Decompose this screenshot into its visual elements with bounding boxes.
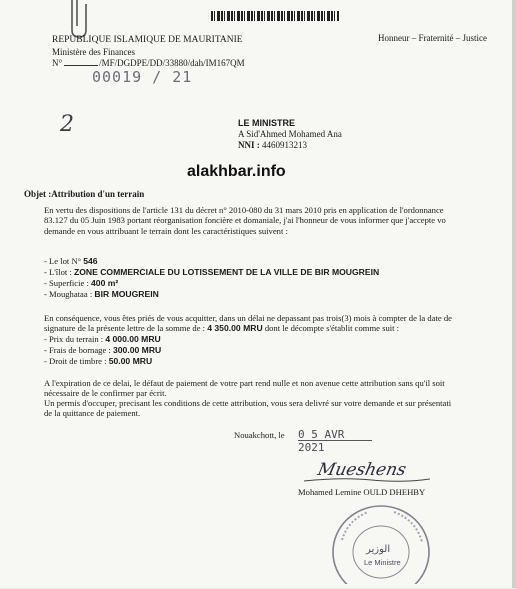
signature-stroke bbox=[302, 476, 432, 484]
handwritten-mark: 2 bbox=[60, 112, 74, 137]
paper-clip-icon bbox=[66, 0, 96, 40]
barcode bbox=[211, 11, 339, 21]
lot-number: - Le lot N° 546 bbox=[44, 256, 98, 266]
handwritten-signature: Mueshens bbox=[315, 460, 408, 480]
prix-terrain: - Prix du terrain : 4 000.00 MRU bbox=[44, 334, 161, 344]
ministry-name: Ministère des Finances bbox=[52, 47, 135, 57]
ilot: - L'îlot : ZONE COMMERCIALE DU LOTISSEMENT DE LA VILLE DE BIR MOUGREIN bbox=[44, 267, 380, 277]
national-motto: Honneur – Fraternité – Justice bbox=[378, 33, 487, 43]
date-stamp: 0 5 AVR 2021 bbox=[298, 428, 372, 441]
official-seal bbox=[328, 500, 434, 584]
republic-heading: REPUBLIQUE ISLAMIQUE DE MAURITANIE bbox=[52, 35, 243, 45]
recipient-title: LE MINISTRE bbox=[238, 118, 296, 128]
intro-line-2: 83.127 du 05 Juin 1983 portant réorganisation foncière et domaniale, j'ai l'honneur de vous informer que j'accepte vo bbox=[44, 215, 446, 225]
closing-line-4: de la quittance de paiement. bbox=[44, 408, 141, 418]
registration-stamp-number: 00019 / 21 bbox=[92, 68, 193, 86]
frais-bornage: - Frais de bornage : 300.00 MRU bbox=[44, 345, 162, 355]
ref-rest: /MF/DGDPE/DD/33880/dah/IM167QM bbox=[99, 58, 245, 68]
droit-timbre: - Droit de timbre : 50.00 MRU bbox=[44, 356, 153, 366]
date-place: Nouakchott, le bbox=[234, 430, 285, 440]
watermark: alakhbar.info bbox=[187, 163, 286, 180]
payment-line-2: signature de la présente lettre de la somme de : 4 350.00 MRU dont le décompte s'établit comme suit : bbox=[44, 323, 400, 333]
seal-arabic-text: الوزير bbox=[366, 544, 391, 555]
closing-line-3: Un permis d'occuper, precisant les conditions de cette attribution, vous sera delivré sur votre demande et sur présentati bbox=[44, 398, 452, 408]
recipient-nni: NNI : 4460913213 bbox=[238, 140, 307, 150]
intro-line-3: demande en vous attribuant le terrain dont les caractéristiques suivent : bbox=[44, 226, 288, 236]
letter-subject: Objet :Attribution d'un terrain bbox=[24, 189, 145, 199]
payment-line-1: En conséquence, vous êtes priés de vous acquitter, dans un délai ne depassant pas trois(3) mois à compter de la date de bbox=[44, 313, 452, 323]
closing-line-1: A l'expiration de ce delai, le défaut de paiement de votre part rend nulle et non avenue cette attribution sans qu'il soit bbox=[44, 378, 445, 388]
intro-line-1: En vertu des dispositions de l'article 131 du décret n° 2010-080 du 31 mars 2010 pris en application de l'ordonnance bbox=[44, 205, 444, 215]
recipient-name: A Sid'Ahmed Mohamed Ana bbox=[238, 129, 342, 139]
signatory-name: Mohamed Lemine OULD DHEHBY bbox=[298, 487, 426, 497]
seal-french-text: Le Ministre bbox=[364, 558, 401, 567]
superficie: - Superficie : 400 m² bbox=[44, 278, 119, 288]
closing-line-2: nécessaire de le confirmer par écrit. bbox=[44, 388, 167, 398]
seal-ring-icon bbox=[328, 500, 434, 584]
moughataa: - Moughataa : BIR MOUGREIN bbox=[44, 289, 159, 299]
ref-prefix: N° bbox=[52, 58, 63, 68]
